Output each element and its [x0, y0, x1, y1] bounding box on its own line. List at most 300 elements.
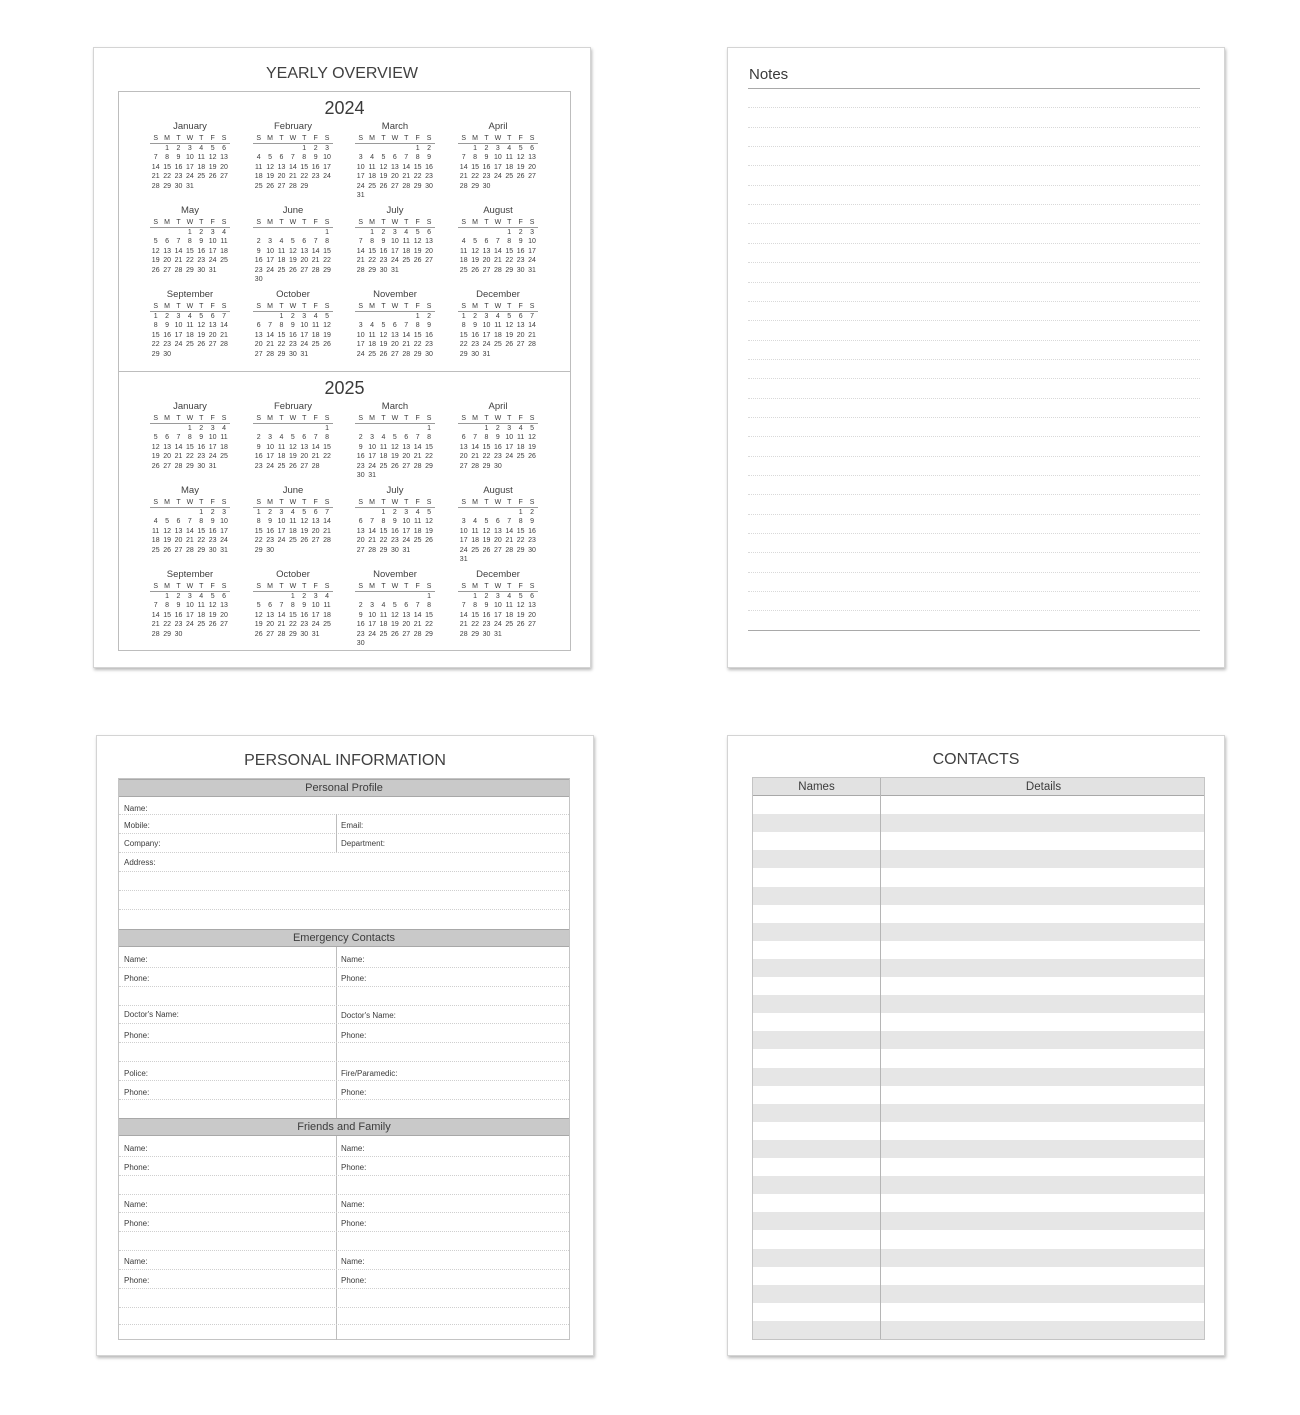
day-number: 10 — [493, 154, 502, 162]
day-number: 18 — [220, 247, 228, 255]
day-number: 9 — [268, 518, 273, 526]
day-number: 25 — [220, 453, 228, 461]
weekday-header: W — [492, 583, 503, 592]
day-number: 24 — [185, 621, 194, 629]
contact-row — [753, 959, 1204, 977]
month-name: February — [273, 121, 312, 132]
empty-day — [276, 424, 287, 433]
day-number: 13 — [459, 443, 468, 451]
day-number: 4 — [222, 425, 226, 432]
day-number: 15 — [323, 247, 331, 255]
form-line — [119, 1194, 569, 1195]
form-line — [119, 890, 569, 891]
day-number: 10 — [185, 154, 194, 162]
weekday-header: S — [253, 303, 264, 312]
weekday-header: T — [196, 135, 207, 144]
day-number: 15 — [185, 443, 194, 451]
weekday-header: S — [458, 415, 469, 424]
day-number: 21 — [151, 173, 160, 181]
weekday-header: F — [412, 303, 423, 312]
form-line — [119, 1005, 569, 1006]
empty-day — [161, 424, 172, 433]
day-number: 1 — [302, 145, 307, 152]
form-line — [119, 1307, 569, 1308]
friend-name-label: Name: — [341, 1257, 365, 1266]
day-number: 25 — [151, 546, 160, 554]
empty-day — [184, 508, 195, 517]
day-number: 12 — [254, 611, 263, 619]
day-number: 20 — [425, 247, 433, 255]
day-number: 27 — [390, 350, 399, 358]
day-number: 20 — [528, 611, 536, 619]
weekday-header: T — [276, 415, 287, 424]
day-number: 22 — [323, 453, 331, 461]
day-number: 13 — [220, 154, 228, 162]
form-line — [119, 967, 569, 968]
day-number: 3 — [302, 313, 307, 320]
weekday-header: S — [218, 303, 229, 312]
day-number: 25 — [493, 341, 502, 349]
day-number: 7 — [176, 434, 181, 442]
personal-information-title: PERSONAL INFORMATION — [244, 752, 446, 769]
day-number: 19 — [516, 611, 525, 619]
day-number: 29 — [185, 266, 194, 274]
day-number: 2 — [199, 229, 204, 236]
day-number: 14 — [151, 163, 160, 171]
day-number: 10 — [185, 602, 194, 610]
empty-day — [366, 312, 377, 321]
day-number: 10 — [390, 238, 399, 246]
day-number: 29 — [471, 182, 479, 190]
empty-day — [469, 424, 480, 433]
day-number: 29 — [185, 462, 194, 470]
month-day-grid — [253, 583, 333, 639]
day-number: 30 — [197, 462, 206, 470]
weekday-header: S — [218, 415, 229, 424]
weekday-header: T — [378, 583, 389, 592]
day-number: 3 — [495, 593, 500, 600]
day-number: 16 — [197, 443, 206, 451]
day-number: 16 — [528, 527, 536, 535]
day-number: 29 — [163, 630, 171, 638]
day-number: 11 — [220, 434, 228, 442]
weekday-header: T — [504, 219, 515, 228]
day-number: 4 — [404, 229, 409, 236]
weekday-header: S — [321, 415, 332, 424]
weekday-header: T — [401, 135, 412, 144]
day-number: 6 — [222, 145, 226, 152]
day-number: 11 — [368, 331, 376, 339]
weekday-header: W — [389, 135, 400, 144]
day-number: 4 — [187, 313, 192, 320]
day-number: 2 — [381, 229, 386, 236]
day-number: 6 — [530, 593, 534, 600]
notes-line — [748, 185, 1200, 186]
day-number: 2 — [210, 509, 215, 516]
day-number: 29 — [163, 182, 171, 190]
day-number: 8 — [153, 322, 158, 330]
empty-day — [458, 424, 469, 433]
day-number: 10 — [266, 247, 274, 255]
day-number: 22 — [368, 257, 376, 265]
day-number: 5 — [290, 434, 295, 442]
day-number: 10 — [482, 322, 491, 330]
day-number: 20 — [493, 537, 502, 545]
day-number: 24 — [185, 173, 194, 181]
day-number: 5 — [165, 518, 170, 526]
day-number: 2 — [484, 593, 489, 600]
weekday-header: W — [389, 303, 400, 312]
day-number: 10 — [277, 518, 286, 526]
month-calendar — [458, 485, 538, 564]
day-number: 23 — [288, 341, 297, 349]
day-number: 9 — [484, 154, 489, 162]
weekday-header: M — [161, 135, 172, 144]
day-number: 10 — [311, 602, 320, 610]
month-day-grid — [253, 415, 333, 471]
day-number: 26 — [390, 462, 399, 470]
weekday-header: S — [458, 219, 469, 228]
day-number: 31 — [311, 630, 320, 638]
day-number: 20 — [482, 257, 491, 265]
day-number: 19 — [482, 537, 491, 545]
day-number: 21 — [505, 537, 514, 545]
day-number: 26 — [151, 462, 160, 470]
day-number: 21 — [471, 453, 479, 461]
day-number: 10 — [208, 238, 217, 246]
day-number: 7 — [495, 238, 500, 246]
contact-row — [753, 868, 1204, 886]
day-number: 4 — [507, 145, 512, 152]
day-number: 12 — [505, 322, 514, 330]
empty-day — [389, 424, 400, 433]
day-number: 13 — [528, 154, 536, 162]
day-number: 3 — [187, 145, 192, 152]
empty-day — [150, 228, 161, 237]
form-line — [119, 833, 569, 834]
month-calendar — [253, 485, 333, 555]
day-number: 19 — [254, 621, 263, 629]
weekday-header: S — [321, 499, 332, 508]
empty-day — [253, 424, 264, 433]
day-number: 6 — [495, 518, 500, 526]
day-number: 18 — [493, 331, 502, 339]
day-number: 25 — [254, 182, 263, 190]
day-number: 27 — [459, 462, 468, 470]
day-number: 6 — [222, 593, 226, 600]
day-number: 9 — [313, 154, 318, 162]
day-number: 17 — [300, 331, 309, 339]
day-number: 31 — [528, 266, 536, 274]
day-number: 21 — [323, 527, 331, 535]
day-number: 1 — [165, 145, 170, 152]
day-number: 18 — [288, 527, 297, 535]
notes-line — [748, 243, 1200, 244]
day-number: 3 — [495, 145, 500, 152]
weekday-header: F — [310, 303, 321, 312]
day-number: 6 — [302, 238, 307, 246]
day-number: 26 — [266, 182, 274, 190]
weekday-header: F — [310, 415, 321, 424]
form-line — [119, 986, 569, 987]
day-number: 24 — [368, 630, 376, 638]
weekday-header: W — [184, 303, 195, 312]
month-calendar — [150, 205, 230, 275]
day-number: 17 — [528, 247, 536, 255]
day-number: 18 — [197, 611, 206, 619]
day-number: 17 — [311, 611, 320, 619]
day-number: 14 — [311, 247, 320, 255]
day-number: 28 — [266, 350, 274, 358]
day-number: 16 — [254, 257, 263, 265]
weekday-header: T — [196, 303, 207, 312]
empty-day — [401, 424, 412, 433]
weekday-header: T — [173, 135, 184, 144]
empty-day — [264, 312, 275, 321]
day-number: 24 — [266, 462, 274, 470]
day-number: 23 — [254, 462, 263, 470]
day-number: 23 — [174, 621, 183, 629]
weekday-header: W — [492, 135, 503, 144]
day-number: 19 — [516, 163, 525, 171]
empty-day — [253, 312, 264, 321]
day-number: 29 — [413, 182, 422, 190]
day-number: 20 — [516, 331, 525, 339]
day-number: 15 — [197, 527, 206, 535]
day-number: 4 — [279, 434, 284, 442]
month-name: September — [166, 289, 214, 300]
weekday-header: S — [150, 415, 161, 424]
day-number: 5 — [473, 238, 478, 246]
day-number: 22 — [163, 173, 171, 181]
weekday-header: T — [276, 303, 287, 312]
day-number: 25 — [471, 546, 479, 554]
month-name: March — [381, 121, 409, 132]
day-number: 10 — [174, 322, 183, 330]
day-number: 1 — [415, 145, 420, 152]
day-number: 6 — [256, 322, 261, 330]
notes-line — [748, 591, 1200, 592]
day-number: 29 — [505, 266, 514, 274]
day-number: 19 — [288, 453, 297, 461]
day-number: 20 — [277, 173, 286, 181]
day-number: 28 — [356, 266, 365, 274]
day-number: 12 — [425, 518, 433, 526]
day-number: 9 — [302, 602, 307, 610]
day-number: 15 — [185, 247, 194, 255]
day-number: 5 — [153, 434, 158, 442]
day-number: 30 — [266, 546, 274, 554]
day-number: 29 — [482, 462, 491, 470]
month-day-grid — [150, 135, 230, 191]
day-number: 5 — [484, 518, 489, 526]
day-number: 29 — [368, 266, 376, 274]
day-number: 12 — [208, 602, 217, 610]
column-divider — [336, 1136, 337, 1340]
form-line — [119, 1175, 569, 1176]
empty-day — [458, 592, 469, 601]
weekday-header: T — [481, 499, 492, 508]
weekday-header: T — [378, 219, 389, 228]
weekday-header: F — [207, 135, 218, 144]
day-number: 16 — [197, 247, 206, 255]
day-number: 6 — [165, 238, 170, 246]
weekday-header: T — [196, 219, 207, 228]
month-calendar — [253, 121, 333, 191]
weekday-header: S — [253, 135, 264, 144]
day-number: 7 — [404, 322, 409, 330]
day-number: 31 — [493, 630, 502, 638]
day-number: 12 — [379, 331, 388, 339]
day-number: 11 — [312, 322, 320, 330]
day-number: 4 — [381, 602, 386, 610]
day-number: 30 — [390, 546, 399, 554]
month-calendar — [355, 401, 435, 480]
day-number: 12 — [151, 443, 160, 451]
weekday-header: M — [161, 219, 172, 228]
day-number: 22 — [277, 341, 286, 349]
weekday-header: W — [287, 583, 298, 592]
weekday-header: W — [492, 219, 503, 228]
day-number: 22 — [425, 621, 433, 629]
day-number: 10 — [493, 602, 502, 610]
day-number: 3 — [358, 154, 363, 162]
empty-day — [287, 424, 298, 433]
day-number: 4 — [279, 238, 284, 246]
month-calendar — [458, 121, 538, 191]
weekday-header: T — [173, 499, 184, 508]
day-number: 23 — [311, 173, 320, 181]
day-number: 1 — [153, 313, 158, 320]
emergency-phone-label: Phone: — [341, 974, 367, 983]
day-number: 9 — [530, 518, 534, 526]
day-number: 20 — [220, 163, 228, 171]
day-number: 21 — [311, 257, 320, 265]
day-number: 4 — [415, 509, 420, 516]
day-number: 13 — [208, 322, 217, 330]
weekday-header: S — [526, 499, 537, 508]
day-number: 31 — [356, 192, 365, 200]
day-number: 20 — [311, 527, 320, 535]
contact-row — [753, 1068, 1204, 1086]
day-number: 8 — [427, 434, 431, 442]
day-number: 30 — [174, 630, 183, 638]
day-number: 11 — [152, 527, 160, 535]
address-label: Address: — [124, 858, 156, 867]
day-number: 13 — [425, 238, 433, 246]
day-number: 27 — [254, 350, 263, 358]
empty-day — [401, 144, 412, 153]
day-number: 20 — [163, 453, 171, 461]
day-number: 24 — [174, 341, 183, 349]
weekday-header: T — [378, 135, 389, 144]
form-line — [119, 1231, 569, 1232]
day-number: 13 — [266, 611, 274, 619]
day-number: 3 — [279, 509, 284, 516]
day-number: 5 — [392, 602, 397, 610]
empty-day — [264, 144, 275, 153]
empty-day — [276, 228, 287, 237]
day-number: 23 — [197, 453, 206, 461]
contact-row — [753, 1086, 1204, 1104]
emergency-name-label: Name: — [341, 955, 365, 964]
day-number: 13 — [174, 527, 183, 535]
day-number: 23 — [528, 537, 536, 545]
month-calendar — [458, 401, 538, 471]
day-number: 16 — [288, 331, 297, 339]
empty-day — [287, 144, 298, 153]
contact-row — [753, 995, 1204, 1013]
empty-day — [253, 228, 264, 237]
day-number: 9 — [381, 238, 386, 246]
day-number: 7 — [153, 154, 158, 162]
notes-line — [748, 282, 1200, 283]
friend-phone-label: Phone: — [341, 1276, 367, 1285]
notes-line — [748, 533, 1200, 534]
contact-row — [753, 941, 1204, 959]
day-number: 17 — [493, 611, 502, 619]
day-number: 14 — [288, 163, 297, 171]
day-number: 7 — [415, 434, 420, 442]
day-number: 28 — [174, 266, 183, 274]
day-number: 6 — [392, 154, 397, 162]
day-number: 18 — [413, 527, 422, 535]
form-line — [119, 1212, 569, 1213]
weekday-header: W — [287, 135, 298, 144]
year-block — [119, 371, 570, 651]
day-number: 6 — [210, 313, 215, 320]
day-number: 14 — [505, 527, 514, 535]
day-number: 9 — [518, 238, 523, 246]
day-number: 20 — [254, 341, 263, 349]
month-name: June — [282, 485, 304, 496]
weekday-header: T — [196, 415, 207, 424]
day-number: 28 — [505, 546, 514, 554]
month-calendar — [150, 121, 230, 191]
day-number: 11 — [277, 443, 286, 451]
day-number: 2 — [165, 313, 170, 320]
day-number: 8 — [381, 518, 386, 526]
day-number: 5 — [153, 238, 158, 246]
day-number: 12 — [323, 322, 331, 330]
day-number: 15 — [254, 527, 263, 535]
day-number: 2 — [358, 434, 363, 442]
day-number: 16 — [482, 163, 491, 171]
form-line — [119, 852, 569, 853]
day-number: 14 — [185, 527, 194, 535]
day-number: 31 — [368, 472, 376, 480]
empty-day — [401, 592, 412, 601]
weekday-header: F — [310, 499, 321, 508]
day-number: 15 — [505, 247, 514, 255]
day-number: 22 — [185, 453, 194, 461]
weekday-header: T — [504, 415, 515, 424]
day-number: 18 — [254, 173, 263, 181]
contact-row — [753, 1140, 1204, 1158]
month-day-grid — [355, 499, 435, 555]
day-number: 18 — [368, 341, 376, 349]
day-number: 1 — [461, 313, 466, 320]
day-number: 10 — [505, 434, 514, 442]
day-number: 27 — [356, 546, 365, 554]
weekday-header: W — [184, 583, 195, 592]
day-number: 8 — [415, 154, 420, 162]
weekday-header: W — [287, 303, 298, 312]
form-line — [119, 1061, 569, 1062]
day-number: 29 — [413, 350, 422, 358]
weekday-header: W — [184, 499, 195, 508]
weekday-header: F — [310, 219, 321, 228]
